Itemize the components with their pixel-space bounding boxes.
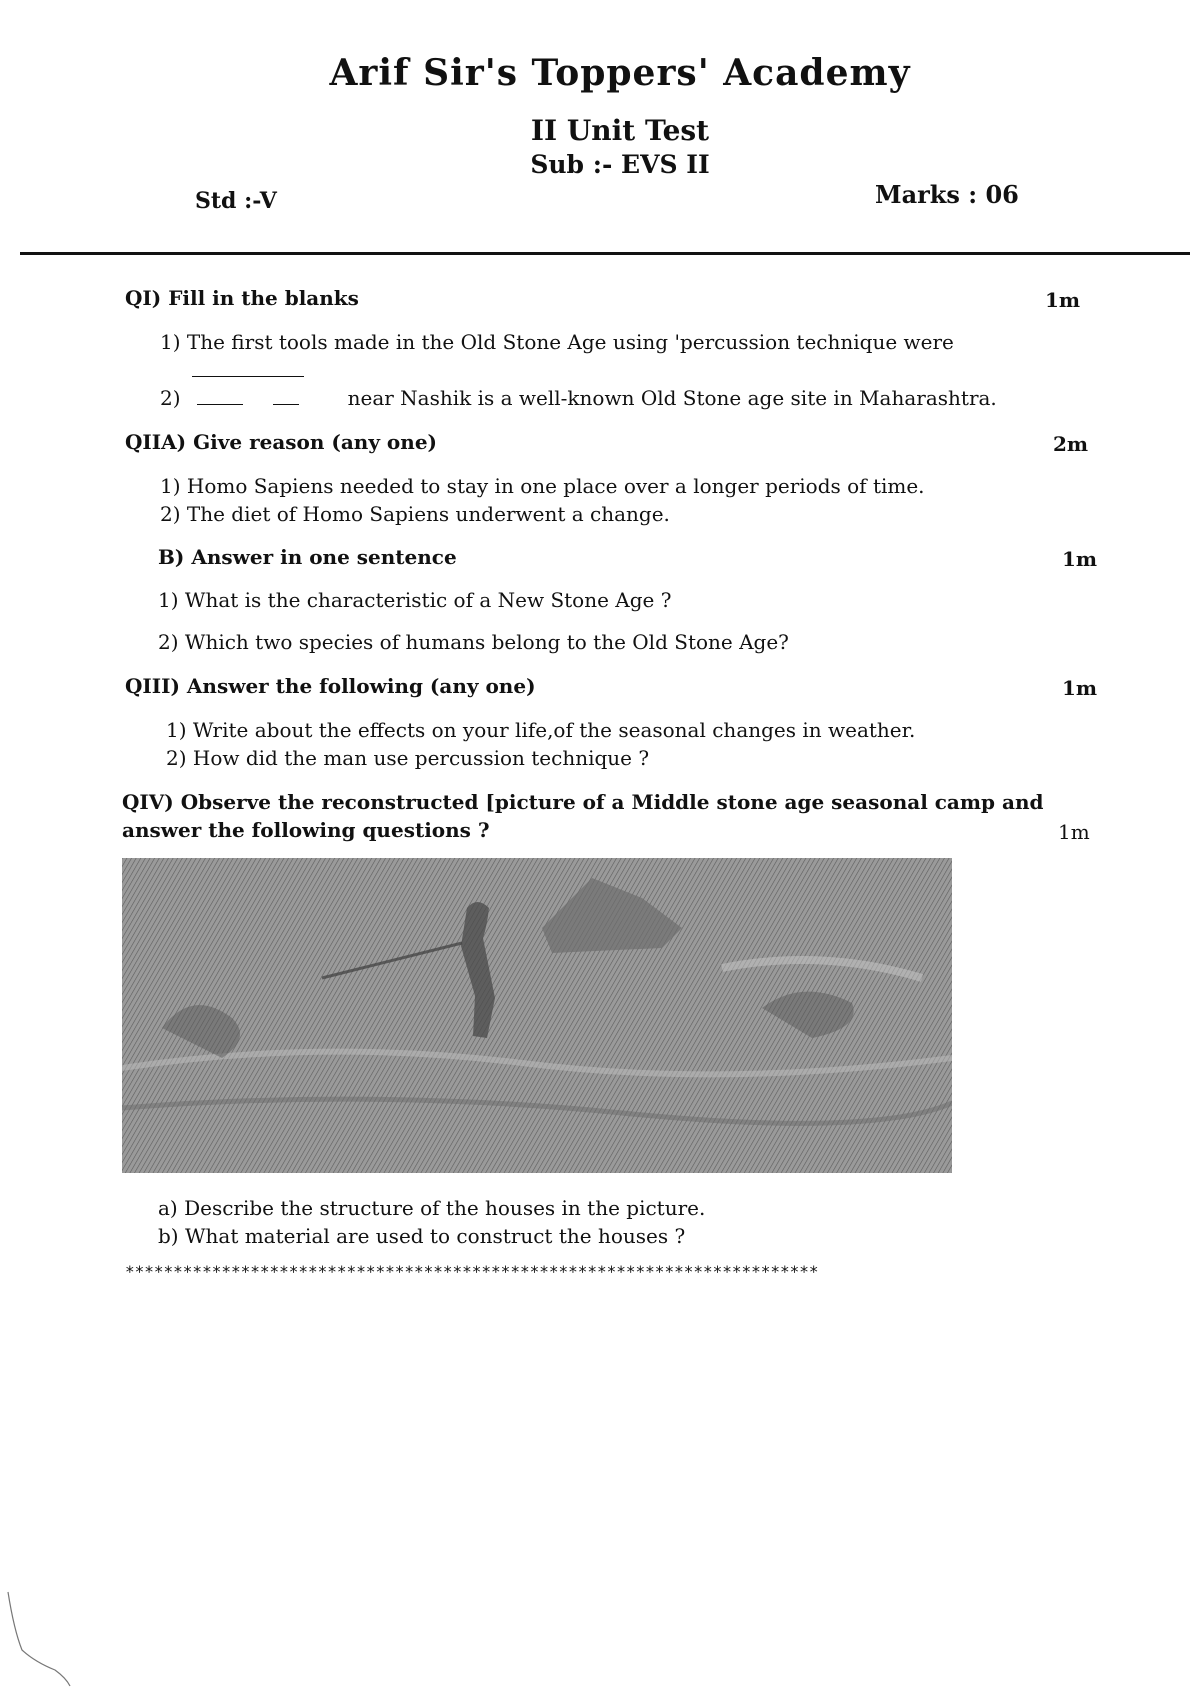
- q4-item-b: b) What material are used to construct the houses ?: [158, 1224, 686, 1248]
- q1-item-1-blank: [192, 358, 304, 381]
- total-marks: Marks : 06: [875, 180, 1019, 209]
- q2a-marks: 2m: [1053, 432, 1089, 456]
- q2b-marks: 1m: [1062, 547, 1098, 571]
- q4-marks: 1m: [1058, 820, 1090, 844]
- q2a-heading: QIIA) Give reason (any one): [125, 430, 438, 454]
- q1-item-2: [160, 386, 997, 410]
- q2b-item-2: 2) Which two species of humans belong to the Old Stone Age?: [158, 630, 789, 654]
- q3-item-1: 1) Write about the effects on your life,of the seasonal changes in weather.: [166, 718, 916, 742]
- pencil-mark: [0, 1590, 80, 1688]
- q2a-item-2: 2) The diet of Homo Sapiens underwent a change.: [160, 502, 670, 526]
- subject-label: Sub :- EVS II: [530, 150, 710, 179]
- q3-marks: 1m: [1062, 676, 1098, 700]
- q2b-heading: B) Answer in one sentence: [158, 545, 457, 569]
- q4-heading-line-2: answer the following questions ?: [122, 818, 490, 842]
- q4-item-a: a) Describe the structure of the houses in the picture.: [158, 1196, 706, 1220]
- end-of-paper-stars: ************************************************************************: [125, 1262, 819, 1281]
- q1-marks: 1m: [1045, 288, 1081, 312]
- q1-item-2-blank-b: [273, 386, 299, 405]
- header-divider: [20, 252, 1190, 255]
- q3-heading: QIII) Answer the following (any one): [125, 674, 536, 698]
- q2a-item-1: 1) Homo Sapiens needed to stay in one place over a longer periods of time.: [160, 474, 925, 498]
- document-title: Arif Sir's Toppers' Academy: [329, 52, 911, 94]
- q1-heading: QI) Fill in the blanks: [125, 286, 359, 310]
- q4-heading-line-1: QIV) Observe the reconstructed [picture of a Middle stone age seasonal camp and: [122, 790, 1044, 814]
- q1-item-2-number: 2): [160, 386, 181, 410]
- q2b-item-1: 1) What is the characteristic of a New Stone Age ?: [158, 588, 672, 612]
- q1-item-2-blank-a: [197, 386, 243, 405]
- seasonal-camp-picture: [122, 858, 952, 1173]
- standard-label: Std :-V: [195, 188, 277, 214]
- q3-item-2: 2) How did the man use percussion technique ?: [166, 746, 650, 770]
- camp-sketch: [122, 858, 952, 1173]
- q1-item-2-text: near Nashik is a well-known Old Stone age site in Maharashtra.: [347, 386, 997, 410]
- q1-item-1: 1) The first tools made in the Old Stone Age using 'percussion technique were: [160, 330, 954, 354]
- test-name: II Unit Test: [530, 114, 710, 147]
